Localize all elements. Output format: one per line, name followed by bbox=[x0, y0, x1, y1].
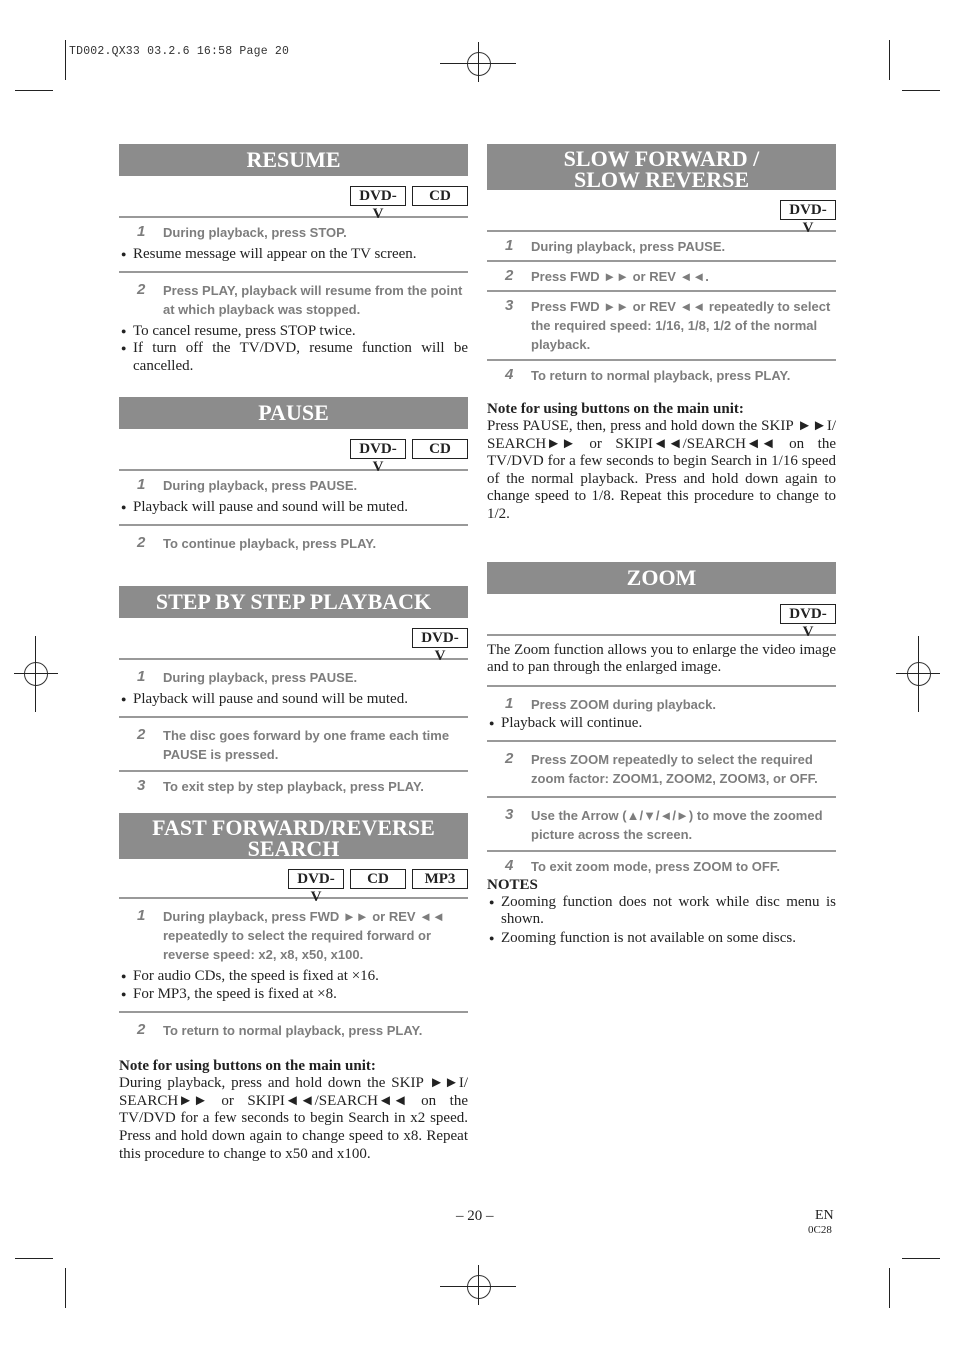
step-2 bbox=[119, 273, 468, 322]
section-title: RESUME bbox=[119, 144, 468, 176]
step-text: During playback, press PAUSE. bbox=[163, 478, 358, 494]
step-text: To exit zoom mode, press ZOOM to OFF. bbox=[531, 858, 780, 874]
print-slug: TD002.QX33 03.2.6 16:58 Page 20 bbox=[69, 45, 290, 58]
step-number: 4 bbox=[505, 856, 514, 874]
registration-crosshair bbox=[440, 63, 516, 64]
step-2 bbox=[119, 526, 468, 556]
crop-mark bbox=[902, 1258, 940, 1259]
crop-mark bbox=[65, 1268, 66, 1308]
bullet-item: ● For audio CDs, the speed is fixed at ×16. bbox=[119, 967, 468, 985]
note-text: Press PAUSE, then, press and hold down the SKIP ►►I/ SEARCH►► or SKIPI◄◄/SEARCH◄◄ on the TV/DVD for a few seconds to begin Search in 1/16 speed of the normal playback. Press and hold down again to change speed to 1/8. Repeat this procedure to change to 1/2. bbox=[487, 418, 836, 522]
step-text: To return to normal playback, press PLAY. bbox=[163, 1023, 423, 1039]
bullet-item: ● To cancel resume, press STOP twice. bbox=[119, 322, 468, 340]
step-number: 2 bbox=[137, 726, 146, 744]
pause-section bbox=[119, 397, 468, 556]
step-number: 3 bbox=[505, 805, 514, 823]
step-number: 4 bbox=[505, 366, 514, 383]
disc-tag: DVD-V bbox=[780, 604, 836, 624]
step-1 bbox=[119, 218, 468, 245]
registration-crosshair bbox=[918, 636, 919, 712]
note-heading: Note for using buttons on the main unit: bbox=[119, 1058, 376, 1075]
step-4 bbox=[487, 852, 836, 876]
slow-section bbox=[487, 144, 836, 524]
disc-tag: DVD-V bbox=[780, 200, 836, 220]
bullet-item: ● Playback will pause and sound will be muted. bbox=[119, 690, 468, 708]
step-text: The disc goes forward by one frame each time PAUSE is pressed. bbox=[163, 728, 450, 763]
step-number: 1 bbox=[137, 907, 146, 925]
step-number: 2 bbox=[137, 281, 146, 298]
right-column bbox=[487, 144, 836, 947]
left-column bbox=[119, 144, 468, 1163]
crop-mark bbox=[65, 40, 66, 80]
bullet-item: ● Resume message will appear on the TV screen. bbox=[119, 245, 468, 263]
step-text: Press FWD ►► or REV ◄◄. bbox=[531, 269, 709, 284]
fast-search-section bbox=[119, 813, 468, 1163]
step-2 bbox=[119, 718, 468, 770]
step-4 bbox=[487, 361, 836, 388]
registration-crosshair bbox=[478, 42, 479, 82]
step-number: 3 bbox=[137, 777, 146, 795]
step-text: To return to normal playback, press PLAY. bbox=[531, 368, 791, 383]
step-text: During playback, press PAUSE. bbox=[163, 670, 358, 686]
disc-tag: DVD-V bbox=[288, 869, 344, 889]
language-code: EN bbox=[815, 1208, 834, 1223]
step-3 bbox=[487, 292, 836, 359]
step-number: 2 bbox=[137, 1021, 146, 1039]
crop-mark bbox=[902, 90, 940, 91]
step-text: Press FWD ►► or REV ◄◄ repeatedly to select the required speed: 1/16, 1/8, 1/2 of the normal playback. bbox=[531, 299, 831, 352]
disc-tag: DVD-V bbox=[350, 186, 406, 206]
bullet-item: ● Playback will pause and sound will be muted. bbox=[119, 498, 468, 516]
step-2 bbox=[487, 742, 836, 796]
disc-tags bbox=[487, 200, 836, 236]
section-title-line: SLOW REVERSE bbox=[573, 167, 750, 192]
step-3 bbox=[119, 772, 468, 799]
intro-text: The Zoom function allows you to enlarge the video image and to pan through the enlarged image. bbox=[487, 641, 836, 676]
section-title-line: SEARCH bbox=[247, 836, 340, 862]
registration-mark bbox=[467, 1275, 491, 1299]
step-number: 3 bbox=[505, 297, 514, 314]
section-title: PAUSE bbox=[119, 397, 468, 429]
registration-crosshair bbox=[35, 636, 36, 712]
bullet-item: ● Zooming function does not work while disc menu is shown. bbox=[487, 894, 836, 929]
zoom-section bbox=[487, 562, 836, 947]
crop-mark bbox=[889, 40, 890, 80]
notes-heading: NOTES bbox=[487, 876, 538, 893]
step-number: 2 bbox=[505, 267, 514, 284]
disc-tags bbox=[119, 869, 468, 906]
step-text: Press PLAY, playback will resume from the point at which playback was stopped. bbox=[163, 283, 463, 317]
bullet-item: ● Zooming function is not available on some discs. bbox=[487, 929, 836, 947]
crop-mark bbox=[15, 90, 53, 91]
disc-tag: CD bbox=[412, 186, 468, 206]
disc-tags bbox=[119, 628, 468, 665]
registration-crosshair bbox=[440, 1286, 516, 1287]
disc-tag: CD bbox=[412, 439, 468, 459]
step-1 bbox=[119, 899, 468, 967]
resume-section bbox=[119, 144, 468, 375]
section-title: ZOOM bbox=[487, 562, 836, 594]
step-text: Press ZOOM during playback. bbox=[531, 696, 716, 712]
step-text: During playback, press FWD ►► or REV ◄◄ repeatedly to select the required forward or reverse speed: x2, x8, x50, x100. bbox=[163, 909, 445, 963]
step-3 bbox=[487, 798, 836, 850]
registration-crosshair bbox=[478, 1265, 479, 1305]
section-title-line: SLOW FORWARD / bbox=[563, 146, 760, 171]
step-number: 2 bbox=[505, 749, 514, 767]
disc-tag: DVD-V bbox=[412, 628, 468, 648]
section-title-line: FAST FORWARD/REVERSE bbox=[152, 815, 435, 841]
step-number: 1 bbox=[137, 476, 146, 494]
crop-mark bbox=[889, 1268, 890, 1308]
step-1 bbox=[487, 687, 836, 714]
disc-tag: DVD-V bbox=[350, 439, 406, 459]
step-text: During playback, press STOP. bbox=[163, 225, 347, 240]
step-text: Use the Arrow (▲/▼/◄/►) to move the zoomed picture across the screen. bbox=[531, 807, 823, 842]
step-by-step-section bbox=[119, 586, 468, 799]
document-code: 0C28 bbox=[808, 1224, 832, 1236]
note-heading: Note for using buttons on the main unit: bbox=[487, 401, 744, 417]
step-number: 2 bbox=[137, 534, 146, 552]
disc-tags bbox=[119, 186, 468, 222]
registration-mark bbox=[907, 662, 931, 686]
step-text: To continue playback, press PLAY. bbox=[163, 536, 377, 552]
registration-crosshair bbox=[14, 673, 58, 674]
section-title: STEP BY STEP PLAYBACK bbox=[119, 586, 468, 618]
disc-tags bbox=[487, 604, 836, 640]
step-text: To exit step by step playback, press PLAY. bbox=[163, 779, 424, 795]
step-number: 1 bbox=[137, 668, 146, 686]
step-number: 1 bbox=[137, 223, 146, 240]
bullet-item: ● Playback will continue. bbox=[487, 714, 836, 732]
step-2 bbox=[487, 262, 836, 290]
section-title bbox=[487, 144, 836, 190]
disc-tag: CD bbox=[350, 869, 406, 889]
crop-mark bbox=[15, 1258, 53, 1259]
step-1 bbox=[119, 660, 468, 690]
step-number: 1 bbox=[505, 237, 514, 254]
disc-tag: MP3 bbox=[412, 869, 468, 889]
note-text: During playback, press and hold down the SKIP ►►I/ SEARCH►► or SKIPI◄◄/SEARCH◄◄ on the TV/DVD for a few seconds to begin Search in x2 speed. Press and hold down again to change speed to x8. Repeat this procedure to change to x50 and x100. bbox=[119, 1075, 468, 1162]
bullet-item: ● If turn off the TV/DVD, resume function will be cancelled. bbox=[119, 340, 468, 375]
section-title bbox=[119, 813, 468, 862]
registration-mark bbox=[24, 662, 48, 686]
registration-mark bbox=[467, 52, 491, 76]
step-text: Press ZOOM repeatedly to select the required zoom factor: ZOOM1, ZOOM2, ZOOM3, or OFF. bbox=[531, 751, 818, 786]
registration-crosshair bbox=[896, 673, 940, 674]
step-text: During playback, press PAUSE. bbox=[531, 239, 726, 254]
step-number: 1 bbox=[505, 694, 514, 712]
page-number: – 20 – bbox=[456, 1208, 494, 1224]
step-1 bbox=[487, 232, 836, 260]
disc-tags bbox=[119, 439, 468, 476]
bullet-item: ● For MP3, the speed is fixed at ×8. bbox=[119, 985, 468, 1003]
step-1 bbox=[119, 471, 468, 498]
step-2 bbox=[119, 1013, 468, 1043]
